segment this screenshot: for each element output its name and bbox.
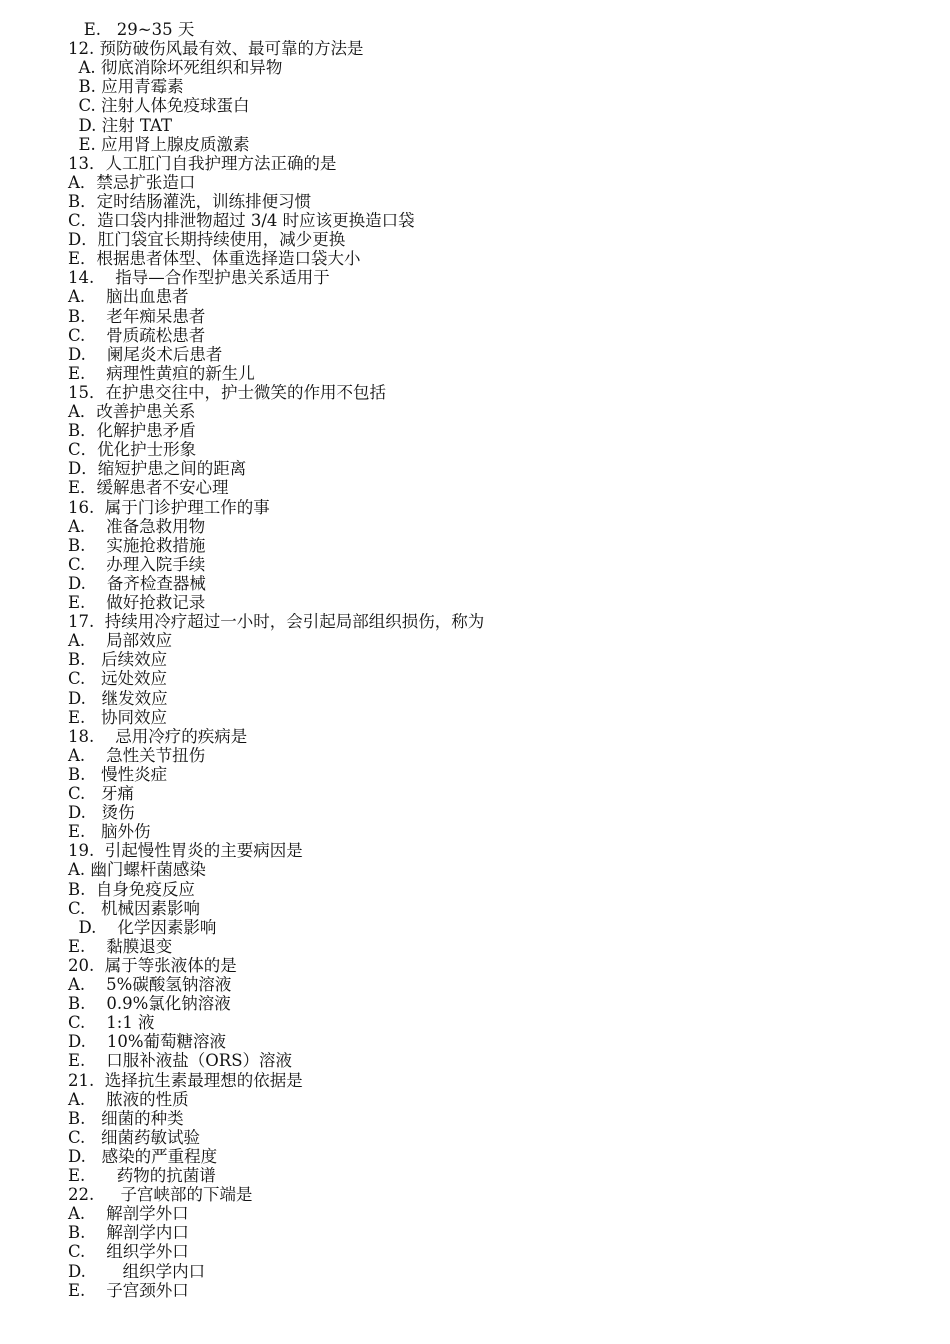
text-line: 14. 指导—合作型护患关系适用于 <box>68 268 330 288</box>
text-line: 15．在护患交往中，护士微笑的作用不包括 <box>68 382 386 402</box>
text-line: C. 办理入院手续 <box>68 554 206 574</box>
text-line: 18. 忌用冷疗的疾病是 <box>68 726 248 746</box>
text-line: C．造口袋内排泄物超过 3/4 时应该更换造口袋 <box>68 211 415 230</box>
text-line: 22. 子宫峡部的下端是 <box>68 1185 253 1205</box>
text-line: E．缓解患者不安心理 <box>68 478 229 498</box>
text-line: 20. 属于等张液体的是 <box>68 955 237 975</box>
text-line: E. 29~35 天 <box>68 20 195 39</box>
text-line: C. 牙痛 <box>68 784 135 803</box>
text-line: D. 烫伤 <box>68 803 135 823</box>
text-line: E．根据患者体型、体重选择造口袋大小 <box>68 249 361 269</box>
text-line: A．禁忌扩张造口 <box>68 172 196 192</box>
text-line: A. 脓液的性质 <box>68 1089 189 1109</box>
text-line: 12. 预防破伤风最有效、最可靠的方法是 <box>68 39 364 59</box>
text-line: A. 急性关节扭伤 <box>68 745 206 765</box>
text-line: E. 药物的抗菌谱 <box>68 1166 216 1185</box>
text-line: 13．人工肛门自我护理方法正确的是 <box>68 153 337 173</box>
text-line: B．化解护患矛盾 <box>68 421 196 441</box>
text-line: B. 老年痴呆患者 <box>68 306 206 326</box>
text-line: A. 脑出血患者 <box>68 287 189 307</box>
text-line: B. 应用青霉素 <box>68 77 184 97</box>
text-line: D. 感染的严重程度 <box>68 1146 218 1166</box>
text-line: E. 应用肾上腺皮质激素 <box>68 134 250 154</box>
text-line: E. 黏膜退变 <box>68 936 173 956</box>
text-line: B. 0.9%氯化钠溶液 <box>68 994 231 1014</box>
text-line: 21. 选择抗生素最理想的依据是 <box>68 1070 303 1090</box>
text-line: D. 备齐检查器械 <box>68 573 206 593</box>
text-line: C．优化护士形象 <box>68 440 197 460</box>
text-line: E. 口服补液盐（ORS）溶液 <box>68 1051 293 1071</box>
text-line: B. 细菌的种类 <box>68 1108 184 1128</box>
text-line: A. 幽门螺杆菌感染 <box>68 860 206 880</box>
text-line: C. 远处效应 <box>68 669 168 689</box>
text-line: D. 阑尾炎术后患者 <box>68 344 223 364</box>
text-line: C. 骨质疏松患者 <box>68 325 206 345</box>
text-line: E. 子宫颈外口 <box>68 1280 189 1300</box>
text-line: D. 化学因素影响 <box>68 917 217 937</box>
text-line: C. 组织学外口 <box>68 1242 189 1262</box>
text-line: B. 自身免疫反应 <box>68 879 195 899</box>
text-line: D. 注射 TAT <box>68 115 172 135</box>
text-line: D. 继发效应 <box>68 688 168 708</box>
text-line: E. 做好抢救记录 <box>68 593 206 612</box>
text-line: B．定时结肠灌洗，训练排便习惯 <box>68 191 312 211</box>
text-line: A. 局部效应 <box>68 631 173 651</box>
text-line: D. 组织学内口 <box>68 1261 206 1281</box>
text-line: B. 慢性炎症 <box>68 764 168 784</box>
text-line: B. 后续效应 <box>68 650 168 670</box>
text-line: A. 准备急救用物 <box>68 516 206 536</box>
text-line: C. 注射人体免疫球蛋白 <box>68 96 250 116</box>
text-line: A. 5%碳酸氢钠溶液 <box>68 975 232 994</box>
text-line: D．肛门袋宜长期持续使用，减少更换 <box>68 230 346 250</box>
text-line: E. 脑外伤 <box>68 822 151 842</box>
text-line: 19. 引起慢性胃炎的主要病因是 <box>68 841 303 861</box>
text-line: E. 病理性黄疸的新生儿 <box>68 363 255 383</box>
text-line: D．缩短护患之间的距离 <box>68 459 247 479</box>
text-line: A．改善护患关系 <box>68 402 196 421</box>
text-line: 17. 持续用冷疗超过一小时，会引起局部组织损伤，称为 <box>68 612 485 632</box>
text-line: B. 实施抢救措施 <box>68 535 206 555</box>
text-line: A. 解剖学外口 <box>68 1204 189 1224</box>
text-line: C. 1:1 液 <box>68 1013 155 1033</box>
text-line: A. 彻底消除坏死组织和异物 <box>68 58 283 78</box>
text-line: C. 细菌药敏试验 <box>68 1127 201 1147</box>
text-line: 16. 属于门诊护理工作的事 <box>68 497 270 517</box>
text-line: E. 协同效应 <box>68 707 168 727</box>
text-line: B. 解剖学内口 <box>68 1223 189 1243</box>
text-line: C. 机械因素影响 <box>68 898 201 918</box>
text-line: D. 10%葡萄糖溶液 <box>68 1032 227 1052</box>
